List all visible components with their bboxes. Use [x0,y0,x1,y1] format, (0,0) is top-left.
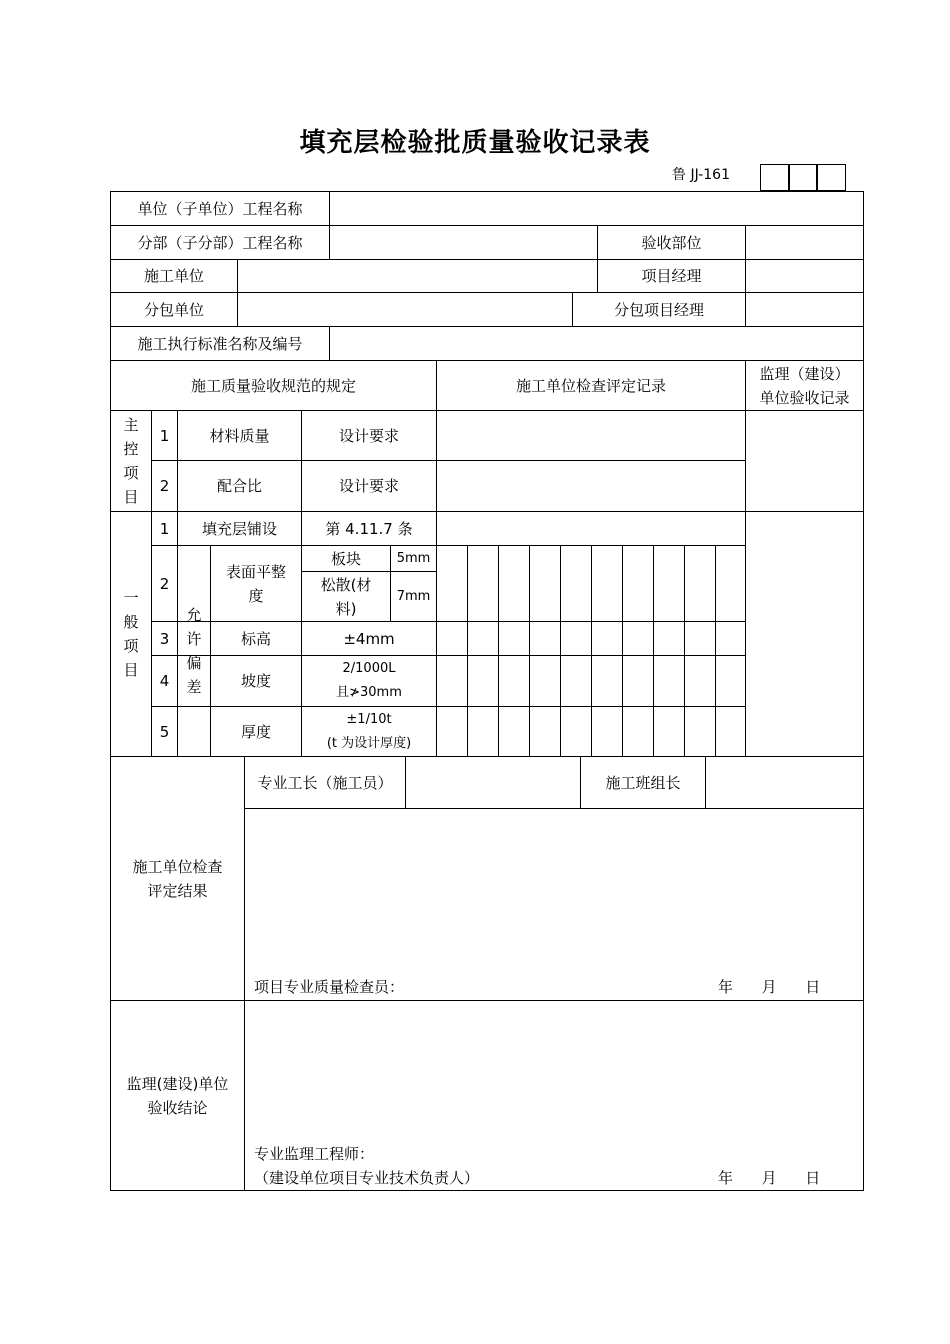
grid-vline [591,545,592,757]
general-label: 一 般 项 目 [123,589,139,679]
gen-val-2b: 7mm [396,588,431,604]
foreman-field[interactable] [406,757,580,808]
tolerance-label: 允 许 偏 差 [186,606,202,696]
label-owner-rep: （建设单位项目专业技术负责人） [254,1169,480,1187]
main-control-label: 主 控 项 目 [123,416,139,506]
gen-no-3: 3 [159,629,170,648]
label-construction-unit: 施工单位 [143,267,204,285]
gen-sub-2b: 松散(材 料) [320,575,372,618]
gen-no-5: 5 [159,722,170,741]
code-box-2[interactable] [788,164,818,191]
label-subcontractor: 分包单位 [143,300,204,319]
label-engineer: 专业监理工程师： [254,1145,375,1163]
grid-vline [684,545,685,757]
grid-vline [498,545,499,757]
subdiv-project-field[interactable] [330,226,597,259]
gen-req-5: ±1/10t (t 为设计厚度) [326,711,412,751]
gen-name-2: 表面平整 度 [225,562,286,605]
label-standard: 施工执行标准名称及编号 [137,334,303,353]
gen-no-1: 1 [159,519,170,538]
code-box-3[interactable] [816,164,846,191]
mc-no-1: 1 [159,426,170,445]
project-manager-field[interactable] [746,260,863,292]
code-box-1[interactable] [760,164,790,191]
gen-val-2a: 5mm [396,550,431,566]
result-date: 年 月 日 [718,978,821,996]
gen-supervision[interactable] [746,512,863,756]
gen-sub-2a: 板块 [330,549,361,568]
gen-no-2: 2 [159,574,170,593]
label-project-manager: 项目经理 [641,267,702,285]
grid-vline [863,191,864,1191]
grid-vline [715,545,716,757]
label-inspector: 项目专业质量检查员： [254,978,405,996]
gen-req-4: 2/1000L 且≯30mm [336,661,402,700]
mc-req-2: 设计要求 [338,477,399,495]
unit-project-field[interactable] [330,192,863,225]
grid-vline [622,545,623,757]
construction-unit-field[interactable] [238,260,597,292]
gen-name-3: 标高 [240,629,271,648]
gen-no-4: 4 [159,672,170,690]
subcontractor-field[interactable] [238,293,572,326]
grid-vline [560,545,561,757]
label-acceptance-part: 验收部位 [641,233,702,252]
label-unit-project: 单位（子单位）工程名称 [137,199,303,218]
gen-req-1: 第 4.11.7 条 [325,519,413,538]
mc-req-1: 设计要求 [338,426,399,445]
conclusion-label: 监理(建设)单位 验收结论 [126,1074,229,1117]
standard-field[interactable] [330,327,863,360]
gen-name-5: 厚度 [240,722,271,741]
col-spec: 施工质量验收规范的规定 [190,376,356,395]
conclusion-body[interactable] [245,1001,863,1141]
team-leader-field[interactable] [706,757,863,808]
sub-project-manager-field[interactable] [746,293,863,326]
mc-supervision[interactable] [746,411,863,511]
col-record: 施工单位检查评定记录 [515,376,666,395]
conclusion-date: 年 月 日 [718,1169,821,1187]
mc-no-2: 2 [159,477,170,495]
page-title: 填充层检验批质量验收记录表 [299,128,651,158]
label-foreman: 专业工长（施工员） [257,773,393,792]
result-label: 施工单位检查 评定结果 [132,857,223,900]
label-team-leader: 施工班组长 [605,773,681,792]
grid-vline [653,545,654,757]
form-code: 鲁 JJ-161 [672,167,730,183]
grid-vline [529,545,530,757]
mc-record-1[interactable] [437,411,745,460]
gen-name-1: 填充层铺设 [201,519,277,538]
acceptance-part-field[interactable] [746,226,863,259]
gen-record-1[interactable] [437,512,745,545]
col-supervision: 监理（建设） 单位验收记录 [759,364,850,407]
label-sub-project-manager: 分包项目经理 [613,300,704,319]
gen-name-4: 坡度 [240,672,271,690]
result-body[interactable] [245,809,863,974]
gen-req-3: ±4mm [343,629,395,648]
mc-record-2[interactable] [437,461,745,511]
mc-name-1: 材料质量 [209,426,270,445]
label-subdiv-project: 分部（子分部）工程名称 [137,233,303,252]
mc-name-2: 配合比 [216,477,262,495]
grid-vline [467,545,468,757]
grid-hline [110,1190,864,1191]
